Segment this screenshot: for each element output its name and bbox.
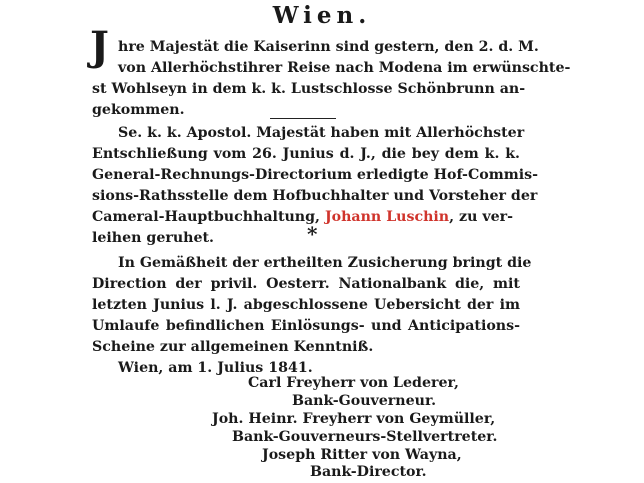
drop-cap: J: [90, 23, 109, 70]
article2-line6: leihen geruhet.: [92, 230, 214, 246]
section-rule: [270, 118, 336, 119]
article1-line4: gekommen.: [92, 102, 185, 118]
article3-line3: letzten Junius l. J. abgeschlossene Uebersicht der im: [92, 297, 520, 313]
signature3-title: Bank-Director.: [310, 464, 427, 480]
article1-line2: von Allerhöchstihrer Reise nach Modena im erwünschte-: [118, 60, 571, 76]
highlighted-name: Johann Luschin: [324, 209, 450, 225]
signature2-name: Joh. Heinr. Freyherr von Geymüller,: [212, 411, 496, 427]
article3-line2: Direction der privil. Oesterr. Nationalbank die, mit: [92, 276, 520, 292]
article3-line5: Scheine zur allgemeinen Kenntniß.: [92, 339, 374, 355]
article2-line4: sions-Rathsstelle dem Hofbuchhalter und Vorsteher der: [92, 188, 538, 204]
article2-line3: General-Rechnungs-Directorium erledigte Hof-Commis-: [92, 167, 538, 183]
article3-line1: In Gemäßheit der ertheilten Zusicherung bringt die: [118, 255, 532, 271]
article1-line1: hre Majestät die Kaiserinn sind gestern, den 2. d. M.: [118, 39, 539, 55]
asterisk-separator: *: [307, 222, 318, 246]
section-heading: Wien.: [272, 2, 372, 29]
article3-line4: Umlaufe befindlichen Einlösungs- und Anticipations-: [92, 318, 520, 334]
dateline: Wien, am 1. Julius 1841.: [118, 360, 313, 376]
article1-line3: st Wohlseyn in dem k. k. Lustschlosse Schönbrunn an-: [92, 81, 526, 97]
signature3-name: Joseph Ritter von Wayna,: [262, 447, 462, 463]
article2-line1: Se. k. k. Apostol. Majestät haben mit Allerhöchster: [118, 125, 525, 141]
article2-line5-pre: Cameral-Hauptbuchhaltung,: [92, 209, 325, 225]
signature1-title: Bank-Gouverneur.: [292, 393, 437, 409]
article2-line2: Entschließung vom 26. Junius d. J., die bey dem k. k.: [92, 146, 520, 162]
article2-line5: [92, 208, 520, 226]
signature2-title: Bank-Gouverneurs-Stellvertreter.: [232, 429, 498, 445]
article2-line5-post: , zu ver-: [449, 209, 513, 225]
signature1-name: Carl Freyherr von Lederer,: [248, 375, 459, 391]
